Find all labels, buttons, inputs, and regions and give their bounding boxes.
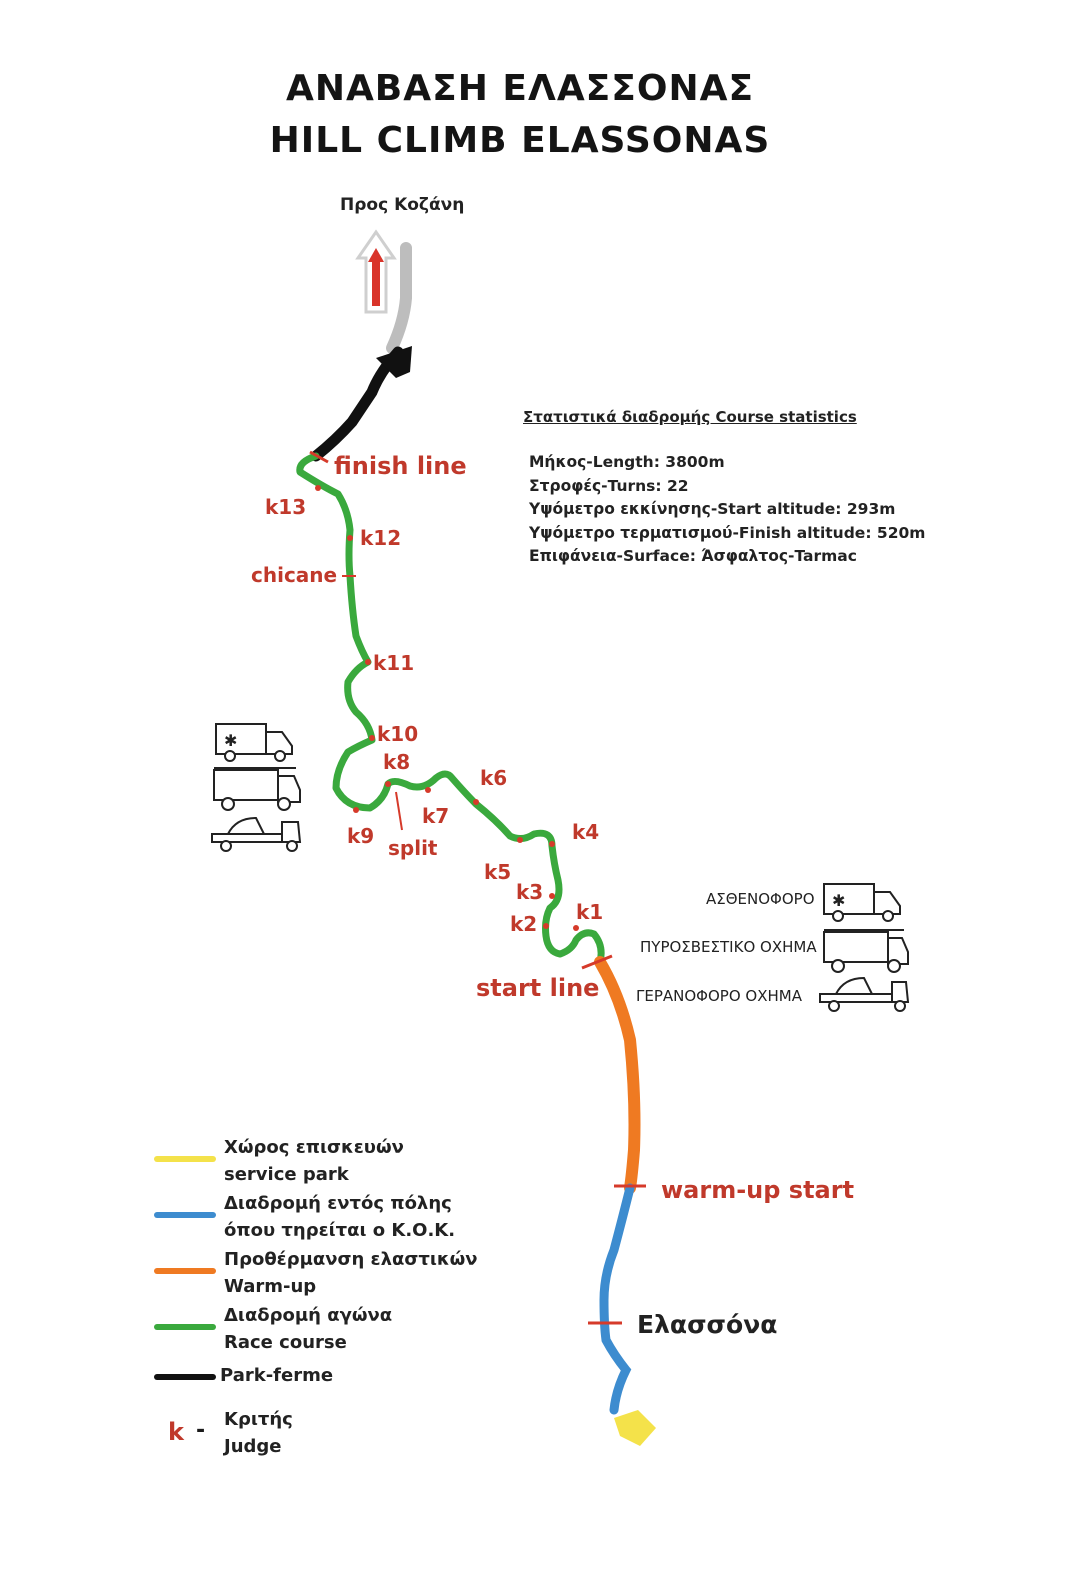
service-park-area (614, 1410, 656, 1446)
stats-heading: Στατιστικά διαδρομής Course statistics (523, 408, 857, 426)
legend (154, 1134, 514, 1466)
judge-label-k7: k7 (422, 804, 450, 828)
judge-label-k1: k1 (576, 900, 604, 924)
legend-judge-symbol: k (168, 1418, 184, 1446)
tow-truck-icon-left (212, 818, 300, 851)
warmup-path (600, 962, 635, 1188)
judge-label-k3: k3 (516, 880, 544, 904)
finish-line-label: finish line (334, 452, 467, 480)
ambulance-label: ΑΣΘΕΝΟΦΟΡΟ (706, 890, 815, 908)
town-label: Ελασσόνα (637, 1310, 778, 1339)
tow-truck-icon-right (820, 978, 908, 1011)
split-marker (396, 792, 402, 830)
judge-marker-k1 (573, 925, 579, 931)
warmup-start-label: warm-up start (661, 1176, 855, 1204)
judge-label-k4: k4 (572, 820, 600, 844)
legend-line2: Warm-up (224, 1276, 317, 1297)
judge-marker-k4 (549, 841, 555, 847)
legend-item-judge (154, 1406, 514, 1466)
stat-start-altitude: Υψόμετρο εκκίνησης-Start altitude: 293m (529, 500, 896, 518)
stat-length: Μήκος-Length: 3800m (529, 453, 725, 471)
legend-line1: Χώρος επισκευών (224, 1137, 404, 1158)
judge-label-k13: k13 (265, 495, 307, 519)
legend-swatch-green (154, 1324, 216, 1330)
legend-label (224, 1246, 478, 1300)
judge-marker-k9 (353, 807, 359, 813)
legend-label (224, 1406, 293, 1460)
ambulance-icon-right (824, 884, 900, 921)
legend-label (224, 1134, 404, 1188)
map-title-greek: ΑΝΑΒΑΣΗ ΕΛΑΣΣΟΝΑΣ (285, 68, 755, 109)
map-title-english: HILL CLIMB ELASSONAS (269, 120, 771, 161)
judge-label-k6: k6 (480, 766, 508, 790)
judge-label-k5: k5 (484, 860, 512, 884)
stat-turns: Στροφές-Turns: 22 (529, 477, 689, 495)
judge-marker-k5 (517, 837, 523, 843)
legend-item-service-park (154, 1134, 514, 1190)
road-to-kozani (392, 248, 406, 348)
fire-truck-label: ΠΥΡΟΣΒΕΣΤΙΚΟ ΟΧΗΜΑ (640, 938, 817, 956)
legend-line2: service park (224, 1164, 349, 1185)
legend-item-park-ferme (154, 1364, 514, 1406)
judge-label-k12: k12 (360, 526, 402, 550)
judge-label-k2: k2 (510, 912, 538, 936)
legend-item-town-route (154, 1190, 514, 1246)
legend-swatch-black (154, 1374, 216, 1380)
judge-marker-k12 (347, 535, 353, 541)
legend-line1: Διαδρομή εντός πόλης (224, 1193, 452, 1214)
judge-marker-k10 (369, 735, 375, 741)
judge-marker-k6 (473, 799, 479, 805)
split-label: split (388, 836, 438, 860)
legend-item-warmup (154, 1246, 514, 1302)
legend-item-race-course (154, 1302, 514, 1364)
start-line-label: start line (476, 974, 600, 1002)
svg-text:✱: ✱ (832, 891, 846, 910)
stat-surface: Επιφάνεια-Surface: Άσφαλτος-Tarmac (529, 547, 857, 565)
ambulance-icon-left (216, 724, 292, 761)
svg-text:✱: ✱ (224, 731, 238, 750)
judge-marker-k2 (543, 923, 549, 929)
fire-truck-icon-left (214, 768, 300, 810)
judge-label-k10: k10 (377, 722, 419, 746)
stat-finish-altitude: Υψόμετρο τερματισμού-Finish altitude: 520m (529, 524, 926, 542)
judge-label-k8: k8 (383, 750, 411, 774)
legend-line2: Race course (224, 1332, 347, 1353)
legend-line1: Διαδρομή αγώνα (224, 1305, 393, 1326)
chicane-label: chicane (251, 563, 338, 587)
judge-label-k11: k11 (373, 651, 415, 675)
legend-line2: όπου τηρείται ο Κ.Ο.Κ. (224, 1220, 456, 1241)
judge-marker-k3 (549, 893, 555, 899)
legend-swatch-yellow (154, 1156, 216, 1162)
fire-truck-icon-right (824, 930, 908, 972)
legend-label (224, 1190, 455, 1244)
legend-label (224, 1302, 392, 1356)
town-road-path (604, 1188, 630, 1410)
legend-line1: Κριτής (224, 1409, 293, 1430)
judge-marker-k11 (365, 659, 371, 665)
legend-line2: Judge (224, 1436, 282, 1457)
legend-swatch-blue (154, 1212, 216, 1218)
judge-marker-k13 (315, 485, 321, 491)
legend-swatch-orange (154, 1268, 216, 1274)
legend-judge-dash: - (196, 1418, 206, 1443)
judge-marker-k8 (385, 781, 391, 787)
direction-label: Προς Κοζάνη (340, 195, 465, 215)
judge-label-k9: k9 (347, 824, 375, 848)
legend-line1: Προθέρμανση ελαστικών (224, 1249, 478, 1270)
judge-marker-k7 (425, 787, 431, 793)
legend-label: Park-ferme (220, 1365, 334, 1386)
tow-truck-label: ΓΕΡΑΝΟΦΟΡΟ ΟΧΗΜΑ (636, 987, 802, 1005)
